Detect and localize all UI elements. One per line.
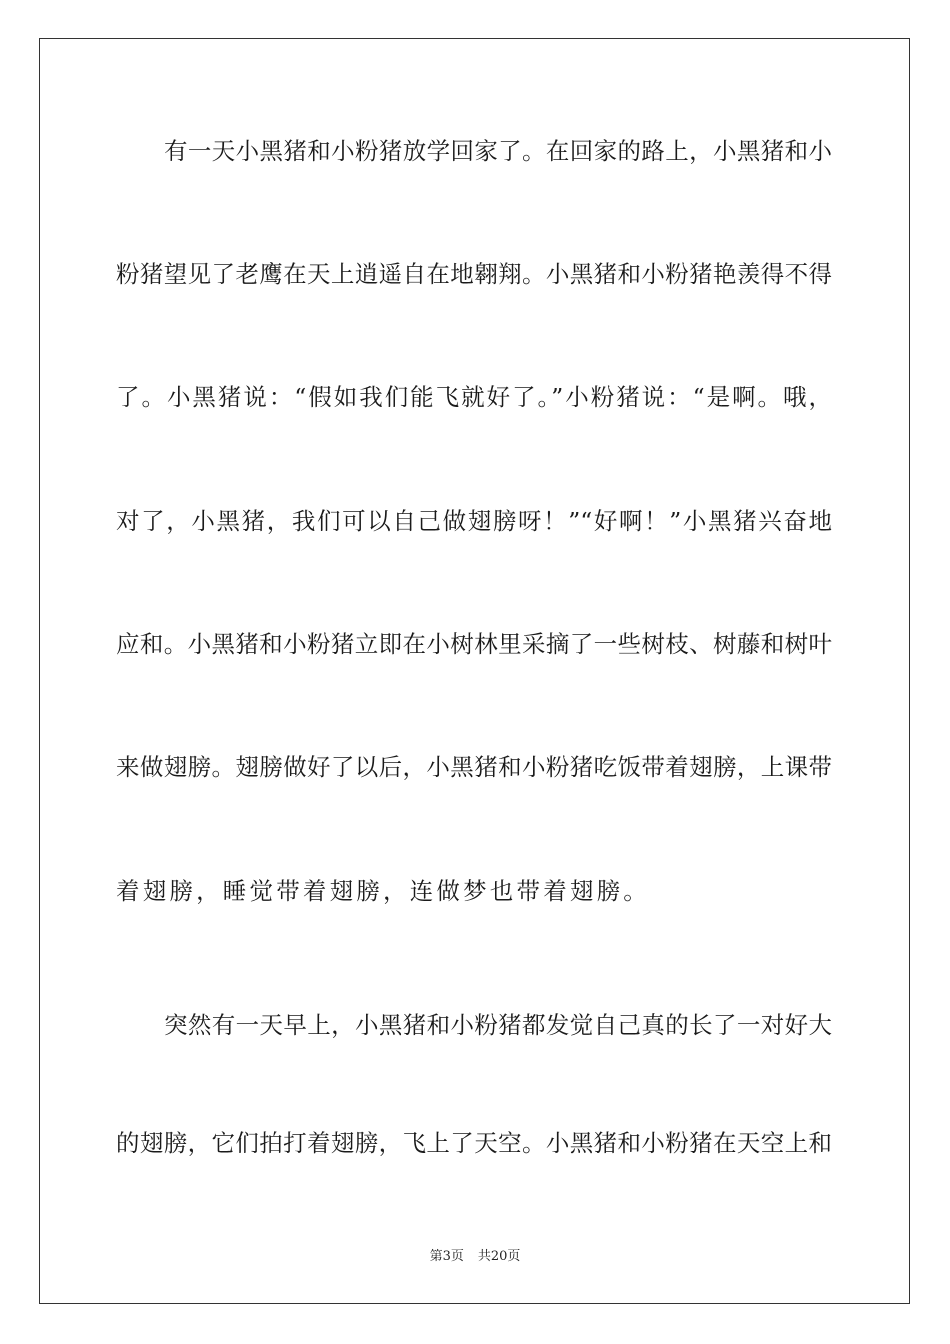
paragraph-1-line-3: 了。小黑猪说：“假如我们能飞就好了。”小粉猪说：“是啊。哦， <box>116 383 832 411</box>
page-border <box>39 38 910 1304</box>
paragraph-1-line-1: 有一天小黑猪和小粉猪放学回家了。在回家的路上，小黑猪和小 <box>164 137 832 165</box>
paragraph-1-line-2: 粉猪望见了老鹰在天上逍遥自在地翱翔。小黑猪和小粉猪艳羡得不得 <box>116 260 832 288</box>
paragraph-1-line-4: 对了，小黑猪，我们可以自己做翅膀呀！”“好啊！”小黑猪兴奋地 <box>116 507 832 535</box>
paragraph-1-line-5: 应和。小黑猪和小粉猪立即在小树林里采摘了一些树枝、树藤和树叶 <box>116 630 832 658</box>
page-number: 第3页 <box>429 1249 464 1264</box>
paragraph-2-line-1: 突然有一天早上，小黑猪和小粉猪都发觉自己真的长了一对好大 <box>164 1011 832 1039</box>
page-total: 共20页 <box>477 1249 521 1264</box>
paragraph-1-line-6: 来做翅膀。翅膀做好了以后，小黑猪和小粉猪吃饭带着翅膀，上课带 <box>116 753 832 781</box>
page-footer <box>0 1247 950 1267</box>
paragraph-2-line-2: 的翅膀，它们拍打着翅膀，飞上了天空。小黑猪和小粉猪在天空上和 <box>116 1129 832 1157</box>
paragraph-1-line-7: 着翅膀，睡觉带着翅膀，连做梦也带着翅膀。 <box>116 877 650 905</box>
